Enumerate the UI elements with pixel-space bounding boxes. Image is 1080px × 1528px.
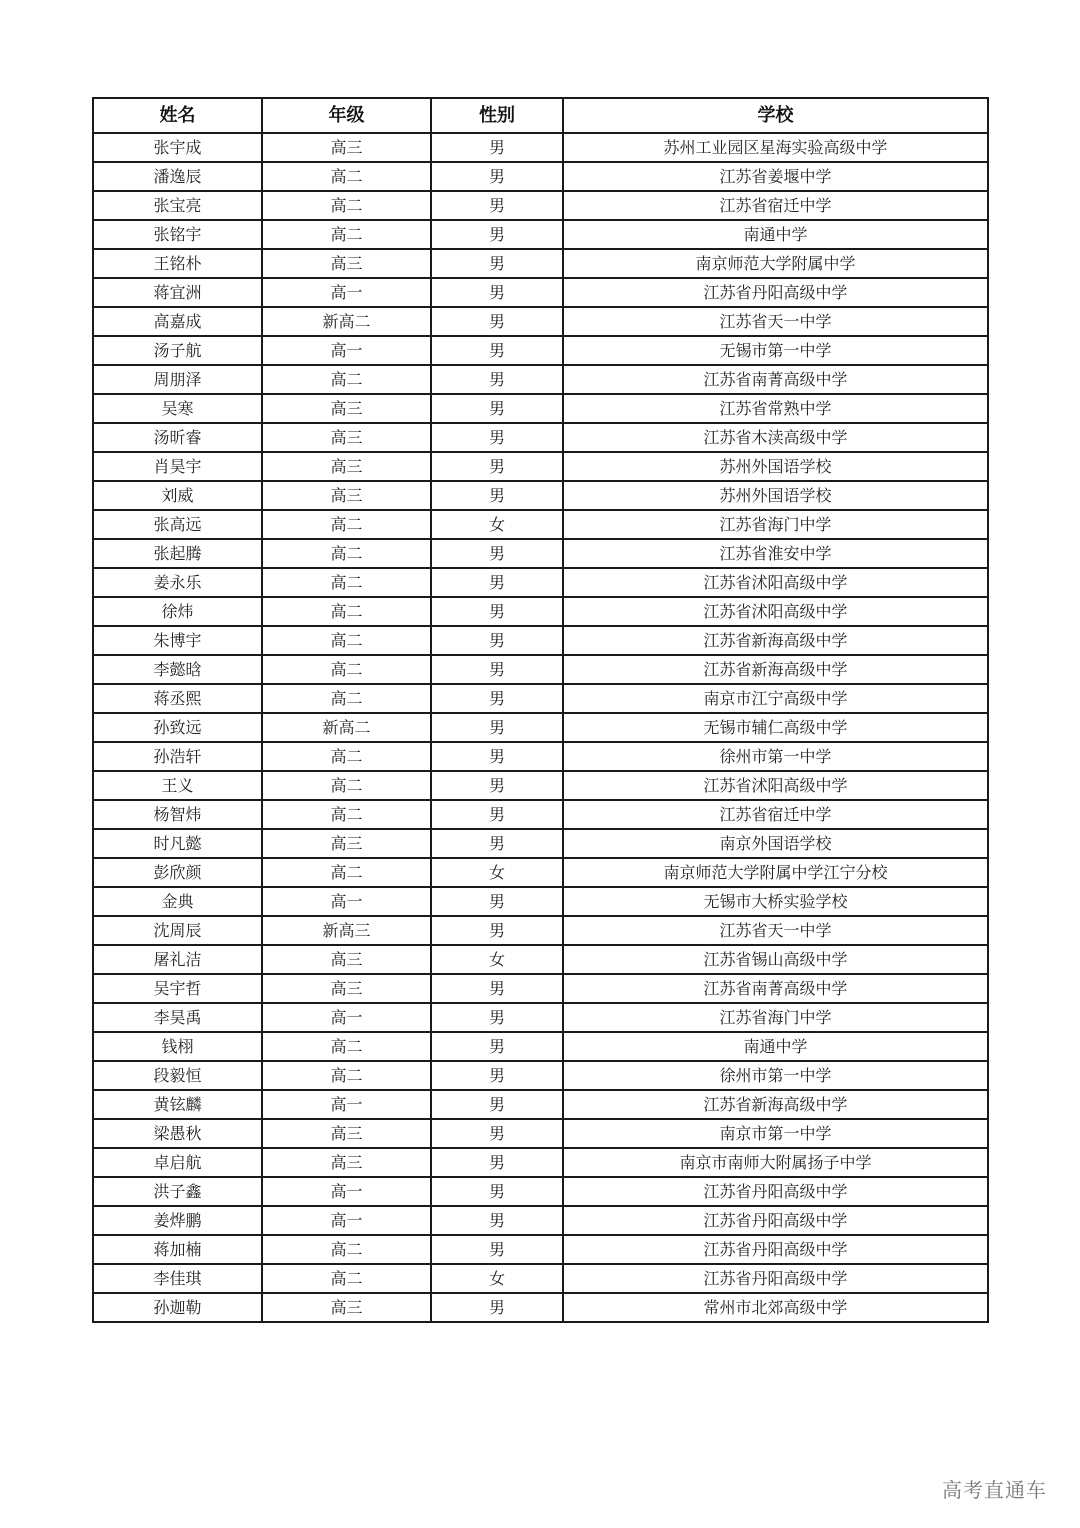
watermark: 高考直通车	[942, 1478, 1047, 1502]
cell-grade: 高二	[262, 655, 431, 684]
table-row	[93, 1032, 988, 1061]
table-row	[93, 974, 988, 1003]
cell-school: 无锡市第一中学	[563, 336, 988, 365]
cell-grade: 高二	[262, 1061, 431, 1090]
header-gender: 性别	[431, 98, 563, 133]
header-school: 学校	[563, 98, 988, 133]
cell-grade: 高二	[262, 162, 431, 191]
cell-gender: 男	[431, 191, 563, 220]
cell-school: 苏州工业园区星海实验高级中学	[563, 133, 988, 162]
cell-gender: 男	[431, 655, 563, 684]
cell-school: 无锡市辅仁高级中学	[563, 713, 988, 742]
cell-gender: 男	[431, 1061, 563, 1090]
table-row	[93, 771, 988, 800]
cell-grade: 高二	[262, 771, 431, 800]
cell-gender: 男	[431, 336, 563, 365]
cell-gender: 男	[431, 626, 563, 655]
cell-name: 蒋宜洲	[93, 278, 262, 307]
cell-school: 江苏省丹阳高级中学	[563, 1264, 988, 1293]
cell-gender: 女	[431, 945, 563, 974]
cell-gender: 男	[431, 1293, 563, 1322]
table-row	[93, 1003, 988, 1032]
table-row	[93, 191, 988, 220]
cell-school: 苏州外国语学校	[563, 481, 988, 510]
table-row	[93, 1206, 988, 1235]
cell-name: 孙致远	[93, 713, 262, 742]
cell-gender: 男	[431, 278, 563, 307]
cell-gender: 男	[431, 597, 563, 626]
cell-gender: 男	[431, 1032, 563, 1061]
cell-school: 江苏省常熟中学	[563, 394, 988, 423]
cell-grade: 高一	[262, 336, 431, 365]
cell-name: 李昊禹	[93, 1003, 262, 1032]
cell-grade: 高二	[262, 510, 431, 539]
cell-school: 南京师范大学附属中学	[563, 249, 988, 278]
cell-gender: 男	[431, 452, 563, 481]
cell-school: 江苏省锡山高级中学	[563, 945, 988, 974]
cell-school: 江苏省丹阳高级中学	[563, 1235, 988, 1264]
cell-name: 王铭朴	[93, 249, 262, 278]
cell-school: 江苏省新海高级中学	[563, 1090, 988, 1119]
cell-gender: 男	[431, 539, 563, 568]
cell-name: 张铭宇	[93, 220, 262, 249]
cell-gender: 男	[431, 568, 563, 597]
table-row	[93, 452, 988, 481]
table-row	[93, 829, 988, 858]
table-row	[93, 713, 988, 742]
cell-gender: 男	[431, 249, 563, 278]
cell-school: 江苏省姜堰中学	[563, 162, 988, 191]
cell-grade: 高一	[262, 1003, 431, 1032]
cell-school: 江苏省丹阳高级中学	[563, 278, 988, 307]
cell-name: 肖昊宇	[93, 452, 262, 481]
table-row	[93, 1264, 988, 1293]
cell-school: 江苏省海门中学	[563, 1003, 988, 1032]
table-row	[93, 1148, 988, 1177]
cell-grade: 高一	[262, 1206, 431, 1235]
cell-grade: 高二	[262, 365, 431, 394]
table-row	[93, 626, 988, 655]
table-row	[93, 278, 988, 307]
cell-grade: 高二	[262, 220, 431, 249]
table-row	[93, 162, 988, 191]
cell-gender: 男	[431, 423, 563, 452]
cell-gender: 男	[431, 916, 563, 945]
cell-school: 江苏省宿迁中学	[563, 191, 988, 220]
table-row	[93, 510, 988, 539]
cell-grade: 高三	[262, 133, 431, 162]
cell-grade: 高二	[262, 191, 431, 220]
cell-grade: 高三	[262, 974, 431, 1003]
cell-school: 南京市第一中学	[563, 1119, 988, 1148]
cell-name: 张高远	[93, 510, 262, 539]
cell-grade: 高二	[262, 684, 431, 713]
cell-name: 时凡懿	[93, 829, 262, 858]
cell-grade: 高三	[262, 423, 431, 452]
cell-name: 刘威	[93, 481, 262, 510]
cell-grade: 高三	[262, 1119, 431, 1148]
cell-name: 沈周辰	[93, 916, 262, 945]
cell-grade: 高二	[262, 1032, 431, 1061]
cell-name: 张起腾	[93, 539, 262, 568]
cell-gender: 男	[431, 742, 563, 771]
cell-grade: 高一	[262, 1090, 431, 1119]
header-grade: 年级	[262, 98, 431, 133]
cell-gender: 男	[431, 1235, 563, 1264]
cell-grade: 高二	[262, 1264, 431, 1293]
cell-name: 高嘉成	[93, 307, 262, 336]
cell-school: 苏州外国语学校	[563, 452, 988, 481]
cell-name: 朱博宇	[93, 626, 262, 655]
table-row	[93, 945, 988, 974]
cell-name: 吴寒	[93, 394, 262, 423]
cell-grade: 高三	[262, 945, 431, 974]
cell-grade: 新高二	[262, 307, 431, 336]
cell-school: 江苏省丹阳高级中学	[563, 1177, 988, 1206]
table-row	[93, 1119, 988, 1148]
table-row	[93, 916, 988, 945]
cell-school: 江苏省丹阳高级中学	[563, 1206, 988, 1235]
table-row	[93, 220, 988, 249]
cell-gender: 男	[431, 307, 563, 336]
cell-grade: 高二	[262, 1235, 431, 1264]
cell-grade: 高一	[262, 887, 431, 916]
cell-name: 屠礼洁	[93, 945, 262, 974]
cell-name: 蒋丞熙	[93, 684, 262, 713]
cell-grade: 新高二	[262, 713, 431, 742]
cell-gender: 男	[431, 481, 563, 510]
cell-name: 姜永乐	[93, 568, 262, 597]
cell-name: 潘逸辰	[93, 162, 262, 191]
cell-grade: 高三	[262, 394, 431, 423]
cell-name: 徐炜	[93, 597, 262, 626]
cell-grade: 高二	[262, 597, 431, 626]
cell-gender: 男	[431, 1177, 563, 1206]
cell-gender: 男	[431, 974, 563, 1003]
cell-name: 蒋加楠	[93, 1235, 262, 1264]
cell-name: 吴宇哲	[93, 974, 262, 1003]
cell-gender: 男	[431, 1119, 563, 1148]
cell-name: 杨智炜	[93, 800, 262, 829]
cell-school: 南通中学	[563, 220, 988, 249]
cell-school: 江苏省木渎高级中学	[563, 423, 988, 452]
cell-gender: 男	[431, 684, 563, 713]
cell-gender: 男	[431, 365, 563, 394]
table-row	[93, 742, 988, 771]
cell-name: 周朋泽	[93, 365, 262, 394]
cell-gender: 女	[431, 1264, 563, 1293]
cell-grade: 高二	[262, 626, 431, 655]
cell-name: 李懿晗	[93, 655, 262, 684]
table-row	[93, 655, 988, 684]
cell-name: 卓启航	[93, 1148, 262, 1177]
cell-name: 王义	[93, 771, 262, 800]
cell-gender: 男	[431, 133, 563, 162]
cell-school: 江苏省天一中学	[563, 307, 988, 336]
header-name: 姓名	[93, 98, 262, 133]
cell-grade: 新高三	[262, 916, 431, 945]
cell-gender: 男	[431, 800, 563, 829]
cell-name: 汤昕睿	[93, 423, 262, 452]
table-row	[93, 394, 988, 423]
cell-school: 江苏省南菁高级中学	[563, 365, 988, 394]
cell-school: 南京外国语学校	[563, 829, 988, 858]
table-row	[93, 1293, 988, 1322]
cell-grade: 高三	[262, 481, 431, 510]
cell-name: 李佳琪	[93, 1264, 262, 1293]
cell-school: 江苏省南菁高级中学	[563, 974, 988, 1003]
cell-school: 江苏省宿迁中学	[563, 800, 988, 829]
cell-school: 江苏省淮安中学	[563, 539, 988, 568]
cell-grade: 高二	[262, 742, 431, 771]
table-row	[93, 365, 988, 394]
cell-name: 黄铉麟	[93, 1090, 262, 1119]
cell-school: 江苏省新海高级中学	[563, 626, 988, 655]
cell-grade: 高二	[262, 539, 431, 568]
cell-school: 徐州市第一中学	[563, 1061, 988, 1090]
student-list-table	[92, 97, 989, 1323]
cell-grade: 高三	[262, 249, 431, 278]
cell-gender: 男	[431, 162, 563, 191]
cell-gender: 女	[431, 510, 563, 539]
cell-grade: 高一	[262, 278, 431, 307]
cell-school: 常州市北郊高级中学	[563, 1293, 988, 1322]
cell-school: 南京市南师大附属扬子中学	[563, 1148, 988, 1177]
table-row	[93, 249, 988, 278]
cell-gender: 男	[431, 713, 563, 742]
cell-gender: 男	[431, 220, 563, 249]
cell-name: 张宇成	[93, 133, 262, 162]
cell-name: 张宝亮	[93, 191, 262, 220]
table-row	[93, 539, 988, 568]
cell-school: 江苏省沭阳高级中学	[563, 568, 988, 597]
cell-school: 南京师范大学附属中学江宁分校	[563, 858, 988, 887]
cell-grade: 高二	[262, 800, 431, 829]
table-row	[93, 1177, 988, 1206]
cell-name: 彭欣颜	[93, 858, 262, 887]
cell-school: 江苏省新海高级中学	[563, 655, 988, 684]
cell-grade: 高二	[262, 568, 431, 597]
cell-gender: 女	[431, 858, 563, 887]
cell-grade: 高二	[262, 858, 431, 887]
cell-school: 江苏省沭阳高级中学	[563, 771, 988, 800]
table-row	[93, 858, 988, 887]
cell-gender: 男	[431, 1148, 563, 1177]
cell-grade: 高一	[262, 1177, 431, 1206]
cell-school: 江苏省天一中学	[563, 916, 988, 945]
table-body	[93, 133, 988, 1322]
cell-gender: 男	[431, 829, 563, 858]
cell-school: 江苏省沭阳高级中学	[563, 597, 988, 626]
cell-grade: 高三	[262, 452, 431, 481]
cell-gender: 男	[431, 771, 563, 800]
cell-school: 南京市江宁高级中学	[563, 684, 988, 713]
table-row	[93, 800, 988, 829]
cell-name: 汤子航	[93, 336, 262, 365]
cell-name: 金典	[93, 887, 262, 916]
cell-name: 梁愚秋	[93, 1119, 262, 1148]
cell-school: 南通中学	[563, 1032, 988, 1061]
table-row	[93, 336, 988, 365]
cell-school: 江苏省海门中学	[563, 510, 988, 539]
cell-school: 无锡市大桥实验学校	[563, 887, 988, 916]
cell-gender: 男	[431, 1206, 563, 1235]
cell-grade: 高三	[262, 1293, 431, 1322]
table-row	[93, 684, 988, 713]
cell-school: 徐州市第一中学	[563, 742, 988, 771]
table-row	[93, 133, 988, 162]
cell-name: 姜烨鹏	[93, 1206, 262, 1235]
cell-gender: 男	[431, 394, 563, 423]
table-row	[93, 597, 988, 626]
cell-gender: 男	[431, 887, 563, 916]
table-row	[93, 1061, 988, 1090]
table-row	[93, 481, 988, 510]
table-row	[93, 1235, 988, 1264]
table-row	[93, 887, 988, 916]
table-header-row	[93, 98, 988, 133]
cell-name: 段毅恒	[93, 1061, 262, 1090]
cell-name: 钱栩	[93, 1032, 262, 1061]
cell-gender: 男	[431, 1003, 563, 1032]
cell-grade: 高三	[262, 1148, 431, 1177]
table-row	[93, 1090, 988, 1119]
cell-name: 孙浩轩	[93, 742, 262, 771]
table-row	[93, 423, 988, 452]
cell-name: 洪子鑫	[93, 1177, 262, 1206]
table-row	[93, 568, 988, 597]
cell-name: 孙迦勒	[93, 1293, 262, 1322]
cell-gender: 男	[431, 1090, 563, 1119]
cell-grade: 高三	[262, 829, 431, 858]
table-row	[93, 307, 988, 336]
